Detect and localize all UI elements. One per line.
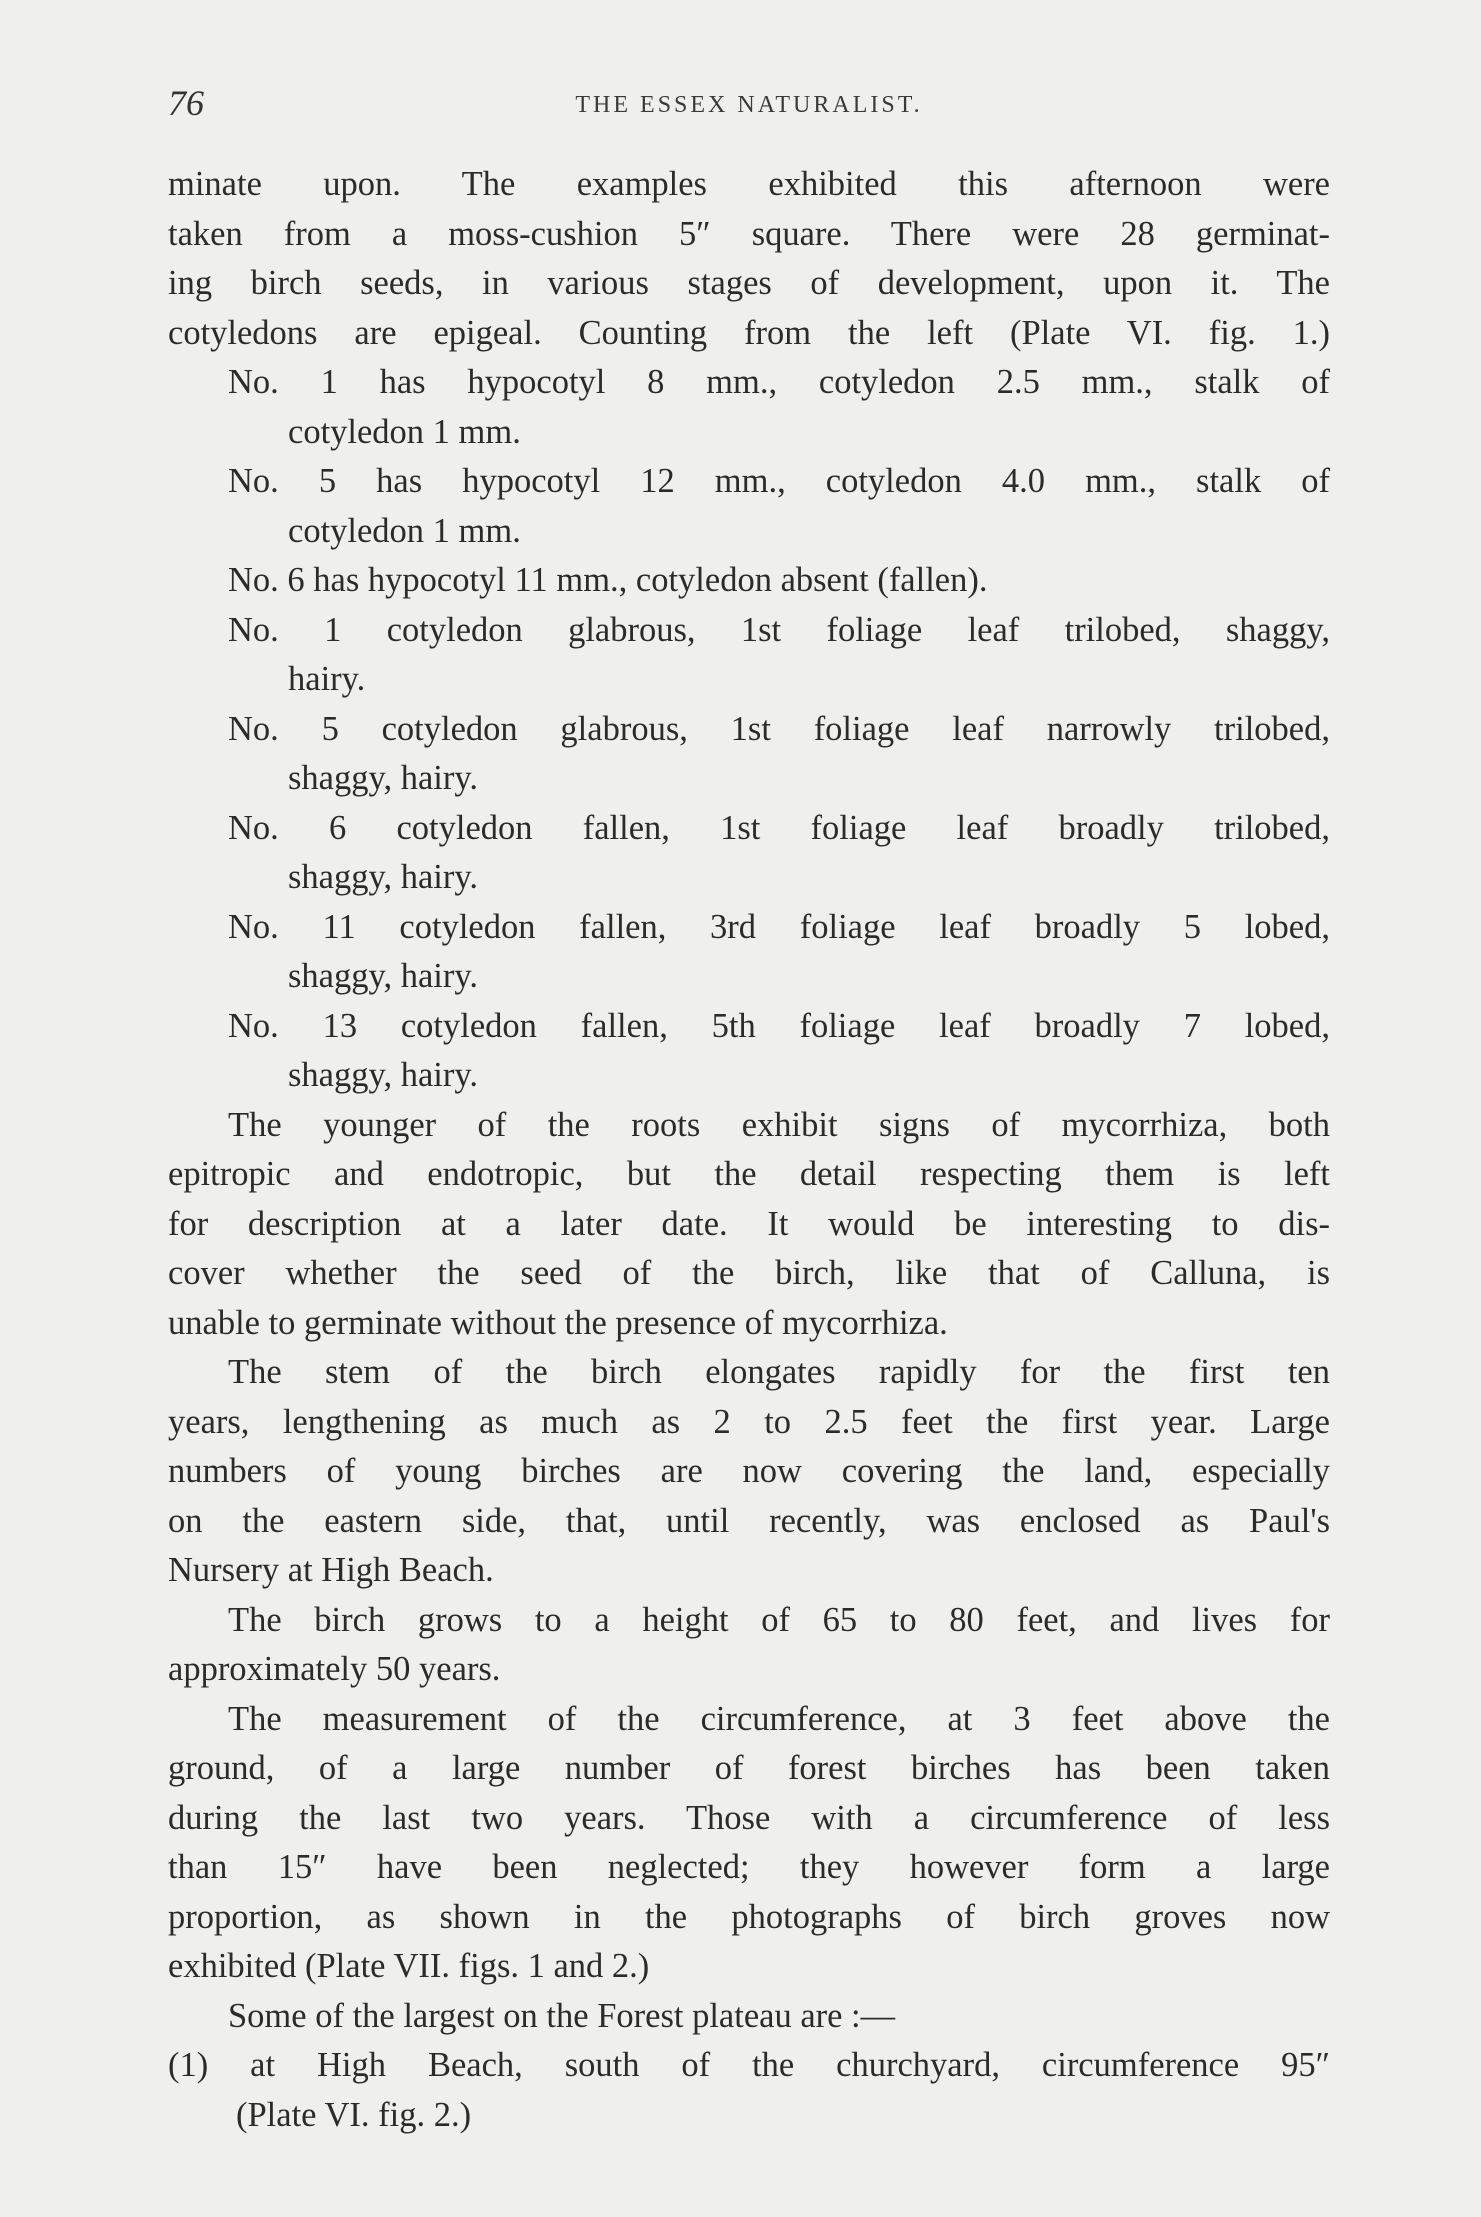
text-line: cotyledons are epigeal. Counting from the left (Plate VI. fig. 1.) <box>168 313 1330 352</box>
text-line: No. 11 cotyledon fallen, 3rd foliage leaf broadly 5 lobed, <box>228 907 1330 946</box>
text-line: No. 1 has hypocotyl 8 mm., cotyledon 2.5 mm., stalk of <box>228 363 1330 401</box>
text-line: The birch grows to a height of 65 to 80 feet, and lives for <box>228 1600 1330 1639</box>
text-line: No. 1 cotyledon glabrous, 1st foliage leaf trilobed, shaggy, <box>228 610 1330 649</box>
text-line: shaggy, hairy. <box>288 1056 479 1094</box>
running-title: THE ESSEX NATURALIST. <box>575 92 923 118</box>
text-line: (Plate VI. fig. 2.) <box>236 2095 472 2134</box>
text-line: cover whether the seed of the birch, like that of Calluna, is <box>168 1254 1330 1292</box>
text-line: Some of the largest on the Forest plateau are :— <box>228 1996 896 2035</box>
text-line: Nursery at High Beach. <box>168 1551 494 1589</box>
text-line: during the last two years. Those with a circumference of less <box>168 1798 1330 1837</box>
text-line: No. 6 cotyledon fallen, 1st foliage leaf broadly trilobed, <box>228 808 1330 847</box>
text-line: shaggy, hairy. <box>288 858 479 896</box>
text-line: No. 5 cotyledon glabrous, 1st foliage leaf narrowly trilobed, <box>228 709 1330 748</box>
text-line: ground, of a large number of forest birches has been taken <box>168 1749 1330 1787</box>
text-line: ing birch seeds, in various stages of development, upon it. The <box>168 264 1330 302</box>
text-line: epitropic and endotropic, but the detail respecting them is left <box>168 1155 1330 1193</box>
text-line: on the eastern side, that, until recently, was enclosed as Paul's <box>168 1501 1330 1540</box>
text-line: unable to germinate without the presence of mycorrhiza. <box>168 1303 948 1342</box>
text-line: than 15″ have been neglected; they however form a large <box>168 1848 1330 1886</box>
page-header <box>168 82 1330 132</box>
text-line: The younger of the roots exhibit signs of mycorrhiza, both <box>228 1105 1330 1144</box>
text-line: numbers of young birches are now covering the land, especially <box>168 1452 1330 1490</box>
text-line: cotyledon 1 mm. <box>288 412 521 451</box>
text-line: taken from a moss-cushion 5″ square. There were 28 germinat- <box>168 214 1330 253</box>
text-line: The stem of the birch elongates rapidly for the first ten <box>228 1353 1330 1391</box>
text-line: (1) at High Beach, south of the churchyard, circumference 95″ <box>168 2046 1330 2084</box>
text-line: hairy. <box>288 660 366 698</box>
text-line: for description at a later date. It would be interesting to dis- <box>168 1204 1330 1243</box>
text-line: shaggy, hairy. <box>288 759 479 797</box>
text-line: cotyledon 1 mm. <box>288 511 521 550</box>
body-text <box>168 160 1330 2140</box>
text-line: minate upon. The examples exhibited this afternoon were <box>168 165 1330 203</box>
text-line: approximately 50 years. <box>168 1650 501 1688</box>
text-line: shaggy, hairy. <box>288 957 479 995</box>
text-line: exhibited (Plate VII. figs. 1 and 2.) <box>168 1947 650 1985</box>
text-line: No. 13 cotyledon fallen, 5th foliage leaf broadly 7 lobed, <box>228 1006 1330 1045</box>
text-line: proportion, as shown in the photographs of birch groves now <box>168 1897 1330 1936</box>
text-line: No. 5 has hypocotyl 12 mm., cotyledon 4.0 mm., stalk of <box>228 462 1330 500</box>
text-line: No. 6 has hypocotyl 11 mm., cotyledon absent (fallen). <box>228 561 988 599</box>
text-line: The measurement of the circumference, at 3 feet above the <box>228 1699 1330 1738</box>
text-line: years, lengthening as much as 2 to 2.5 feet the first year. Large <box>168 1402 1330 1441</box>
page-number: 76 <box>168 83 204 123</box>
